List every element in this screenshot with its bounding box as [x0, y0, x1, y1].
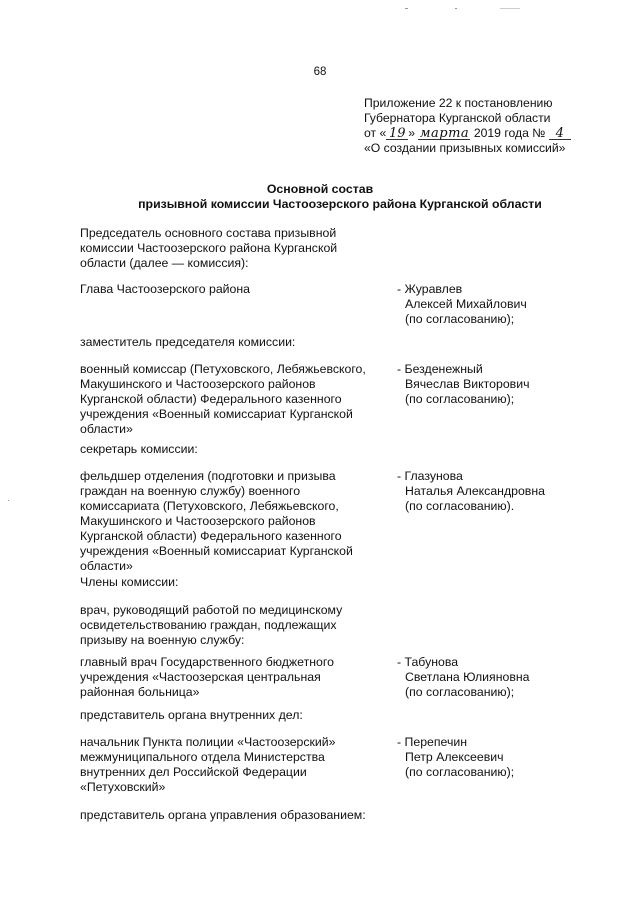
position-line: комиссариата (Петуховского, Лебяжьевского,: [80, 499, 339, 513]
surname-line: - Глазунова: [397, 469, 463, 483]
agreement-note: (по согласованию);: [405, 685, 515, 699]
surname-line: - Перепечин: [397, 735, 468, 749]
position-line: учреждения «Военный комиссариат Курганской: [80, 544, 353, 558]
position-line: Курганской области) Федерального казенного: [80, 529, 342, 543]
entry-position-text: [80, 362, 390, 437]
position-line: Макушинского и Частоозерского районов: [80, 377, 316, 391]
position-line: внутренних дел Российской Федерации: [80, 765, 307, 779]
entry-position-text: [80, 442, 390, 457]
position-line: области (далее — комиссия):: [80, 256, 249, 270]
entry-position-text: [80, 735, 390, 795]
given-name-line: Петр Алексеевич: [405, 750, 504, 764]
appendix-line-1: Приложение 22 к постановлению: [364, 96, 553, 110]
position-line: Глава Частоозерского района: [80, 282, 251, 296]
position-line: военный комиссар (Петуховского, Лебяжьевского,: [80, 362, 366, 376]
handwritten-number: 4: [549, 128, 571, 140]
handwritten-day: 19: [386, 128, 408, 140]
appendix-line-4: «О создании призывных комиссий»: [364, 141, 566, 155]
entry-position-text: [80, 603, 390, 648]
position-line: «Петуховский»: [80, 780, 166, 794]
scan-artifact: [500, 8, 520, 9]
position-line: начальник Пункта полиции «Частоозерский»: [80, 735, 336, 749]
surname-line: - Журавлев: [397, 282, 463, 296]
given-name-line: Вячеслав Викторович: [405, 377, 530, 391]
position-line: призыву на военную службу:: [80, 633, 245, 647]
scan-artifact: [405, 8, 408, 9]
entry-position-text: [80, 655, 390, 700]
position-line: представитель органа внутренних дел:: [80, 708, 303, 722]
position-line: граждан на военную службу) военного: [80, 484, 301, 498]
position-line: секретарь комиссии:: [80, 442, 198, 456]
entry-position-text: [80, 282, 390, 297]
position-line: межмуниципального отдела Министерства: [80, 750, 325, 764]
position-line: учреждения «Частоозерская центральная: [80, 670, 321, 684]
position-line: Макушинского и Частоозерского районов: [80, 514, 316, 528]
entry-position-text: [80, 708, 390, 723]
appendix-line-2: Губернатора Курганской области: [364, 111, 551, 125]
surname-line: - Табунова: [397, 655, 459, 669]
date-year: 2019 года №: [473, 126, 546, 140]
title-line-2: призывной комиссии Частоозерского района Курганской области: [138, 197, 542, 211]
appendix-header: [364, 96, 571, 156]
scan-artifact: [8, 500, 9, 501]
entry-person-name: [397, 362, 597, 407]
position-line: области»: [80, 422, 133, 436]
given-name-line: Алексей Михайлович: [405, 297, 527, 311]
position-line: Курганской области) Федерального казенного: [80, 392, 342, 406]
scan-artifact: [455, 8, 457, 9]
position-line: Председатель основного состава призывной: [80, 226, 337, 240]
position-line: Члены комиссии:: [80, 575, 179, 589]
given-name-line: Светлана Юлияновна: [405, 670, 530, 684]
position-line: представитель органа управления образованием:: [80, 808, 366, 822]
entry-position-text: [80, 335, 390, 350]
position-line: учреждения «Военный комиссариат Курганской: [80, 407, 353, 421]
position-line: районная больница»: [80, 685, 200, 699]
given-name-line: Наталья Александровна: [405, 484, 545, 498]
agreement-note: (по согласованию);: [405, 312, 515, 326]
handwritten-month: марта: [419, 126, 470, 141]
entry-position-text: [80, 808, 410, 823]
agreement-note: (по согласованию);: [405, 392, 515, 406]
date-prefix: от «: [364, 126, 387, 140]
document-title: [0, 182, 640, 212]
date-quote-close: »: [408, 126, 416, 140]
position-line: освидетельствованию граждан, подлежащих: [80, 618, 337, 632]
position-line: главный врач Государственного бюджетного: [80, 655, 334, 669]
position-line: области»: [80, 559, 133, 573]
surname-line: - Безденежный: [397, 362, 483, 376]
position-line: врач, руководящий работой по медицинскому: [80, 603, 343, 617]
agreement-note: (по согласованию);: [405, 765, 515, 779]
agreement-note: (по согласованию).: [405, 499, 515, 513]
page-number: 68: [313, 66, 327, 78]
appendix-line-3: [364, 126, 571, 141]
entry-person-name: [397, 469, 597, 514]
entry-person-name: [397, 735, 597, 780]
entry-position-text: [80, 575, 390, 590]
position-line: комиссии Частоозерского района Курганской: [80, 241, 338, 255]
entry-person-name: [397, 655, 597, 700]
entry-position-text: [80, 226, 390, 271]
position-line: фельдшер отделения (подготовки и призыва: [80, 469, 336, 483]
entry-person-name: [397, 282, 597, 327]
entry-position-text: [80, 469, 390, 574]
title-line-1: Основной состав: [266, 182, 374, 196]
position-line: заместитель председателя комиссии:: [80, 335, 296, 349]
